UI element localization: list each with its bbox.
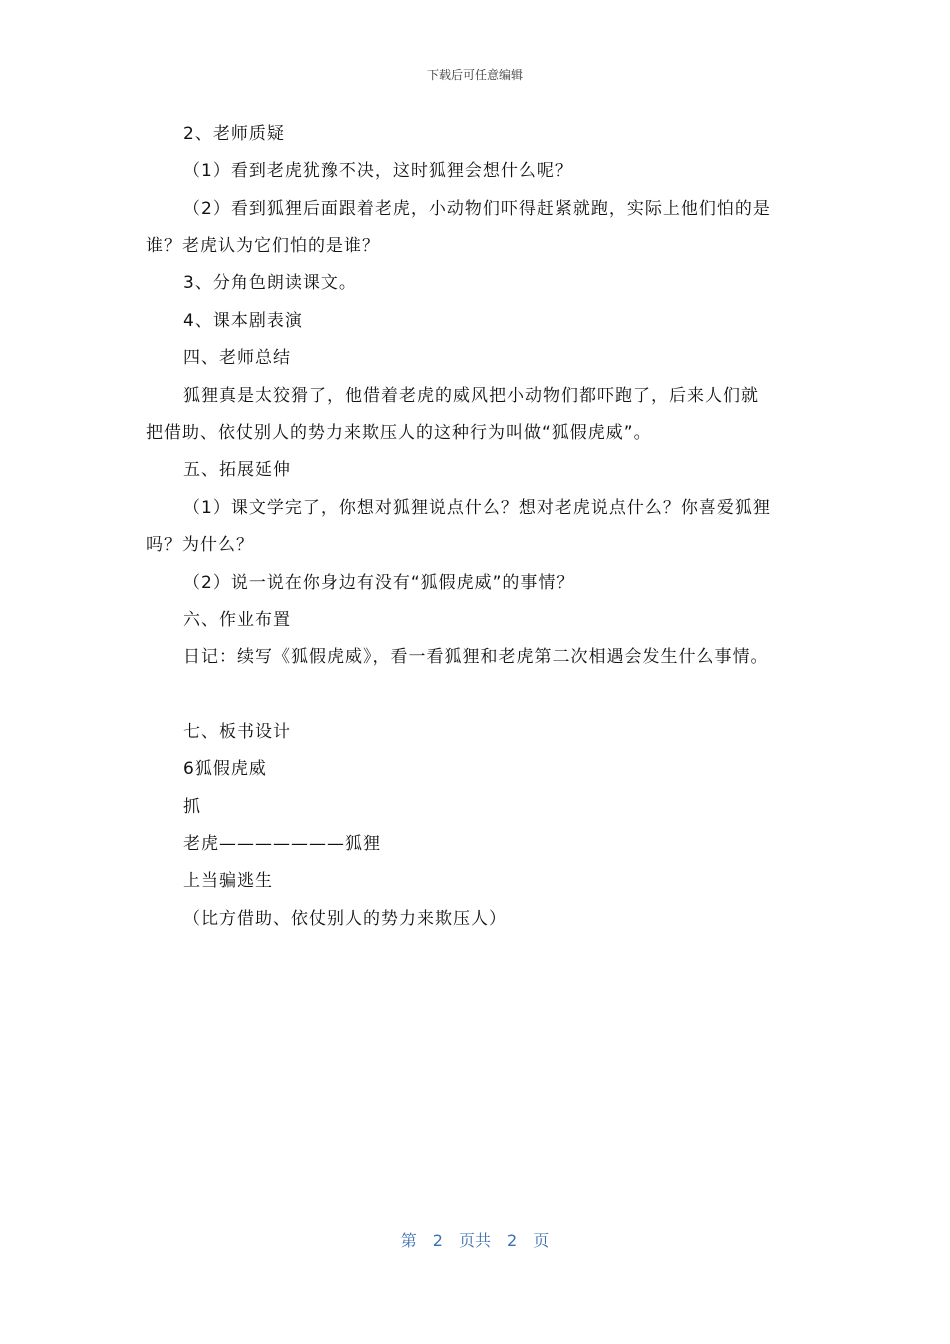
board-line: 抓 [183, 797, 201, 817]
text-line: 4、课本剧表演 [183, 311, 303, 331]
text-line: 2、老师质疑 [183, 124, 285, 144]
page-header: 下载后可任意编辑 [426, 68, 523, 82]
footer-label-page: 第 [400, 1231, 417, 1250]
text-line: （2）看到狐狸后面跟着老虎，小动物们吓得赶紧就跑，实际上他们怕的是 [183, 199, 771, 219]
text-line: （2）说一说在你身边有没有“狐假虎威”的事情？ [183, 573, 575, 593]
text-line: （1）课文学完了，你想对狐狸说点什么？想对老虎说点什么？你喜爱狐狸 [183, 498, 771, 518]
section-heading: 六、作业布置 [183, 610, 291, 630]
text-line: 把借助、依仗别人的势力来欺压人的这种行为叫做“狐假虎威”。 [146, 423, 652, 443]
footer-current-page: 2 [432, 1231, 443, 1250]
text-line: 狐狸真是太狡猾了，他借着老虎的威风把小动物们都吓跑了，后来人们就 [183, 386, 759, 406]
text-line: 日记：续写《狐假虎威》，看一看狐狸和老虎第二次相遇会发生什么事情。 [183, 647, 769, 667]
text-line: 吗？为什么？ [146, 535, 254, 555]
text-line: 3、分角色朗读课文。 [183, 273, 357, 293]
footer-label-end: 页 [533, 1231, 550, 1250]
section-heading: 五、拓展延伸 [183, 460, 291, 480]
section-heading: 四、老师总结 [183, 348, 291, 368]
text-line: 谁？老虎认为它们怕的是谁？ [146, 236, 380, 256]
page-footer [0, 1228, 950, 1251]
footer-label-of: 页共 [458, 1231, 491, 1250]
board-title: 6狐假虎威 [183, 759, 267, 779]
board-line: 上当骗逃生 [183, 871, 273, 891]
text-line: （1）看到老虎犹豫不决，这时狐狸会想什么呢？ [183, 161, 573, 181]
section-heading: 七、板书设计 [183, 722, 291, 742]
footer-total-pages: 2 [507, 1231, 518, 1250]
board-line: 老虎———————狐狸 [183, 834, 381, 854]
board-line: （比方借助、依仗别人的势力来欺压人） [183, 909, 507, 929]
